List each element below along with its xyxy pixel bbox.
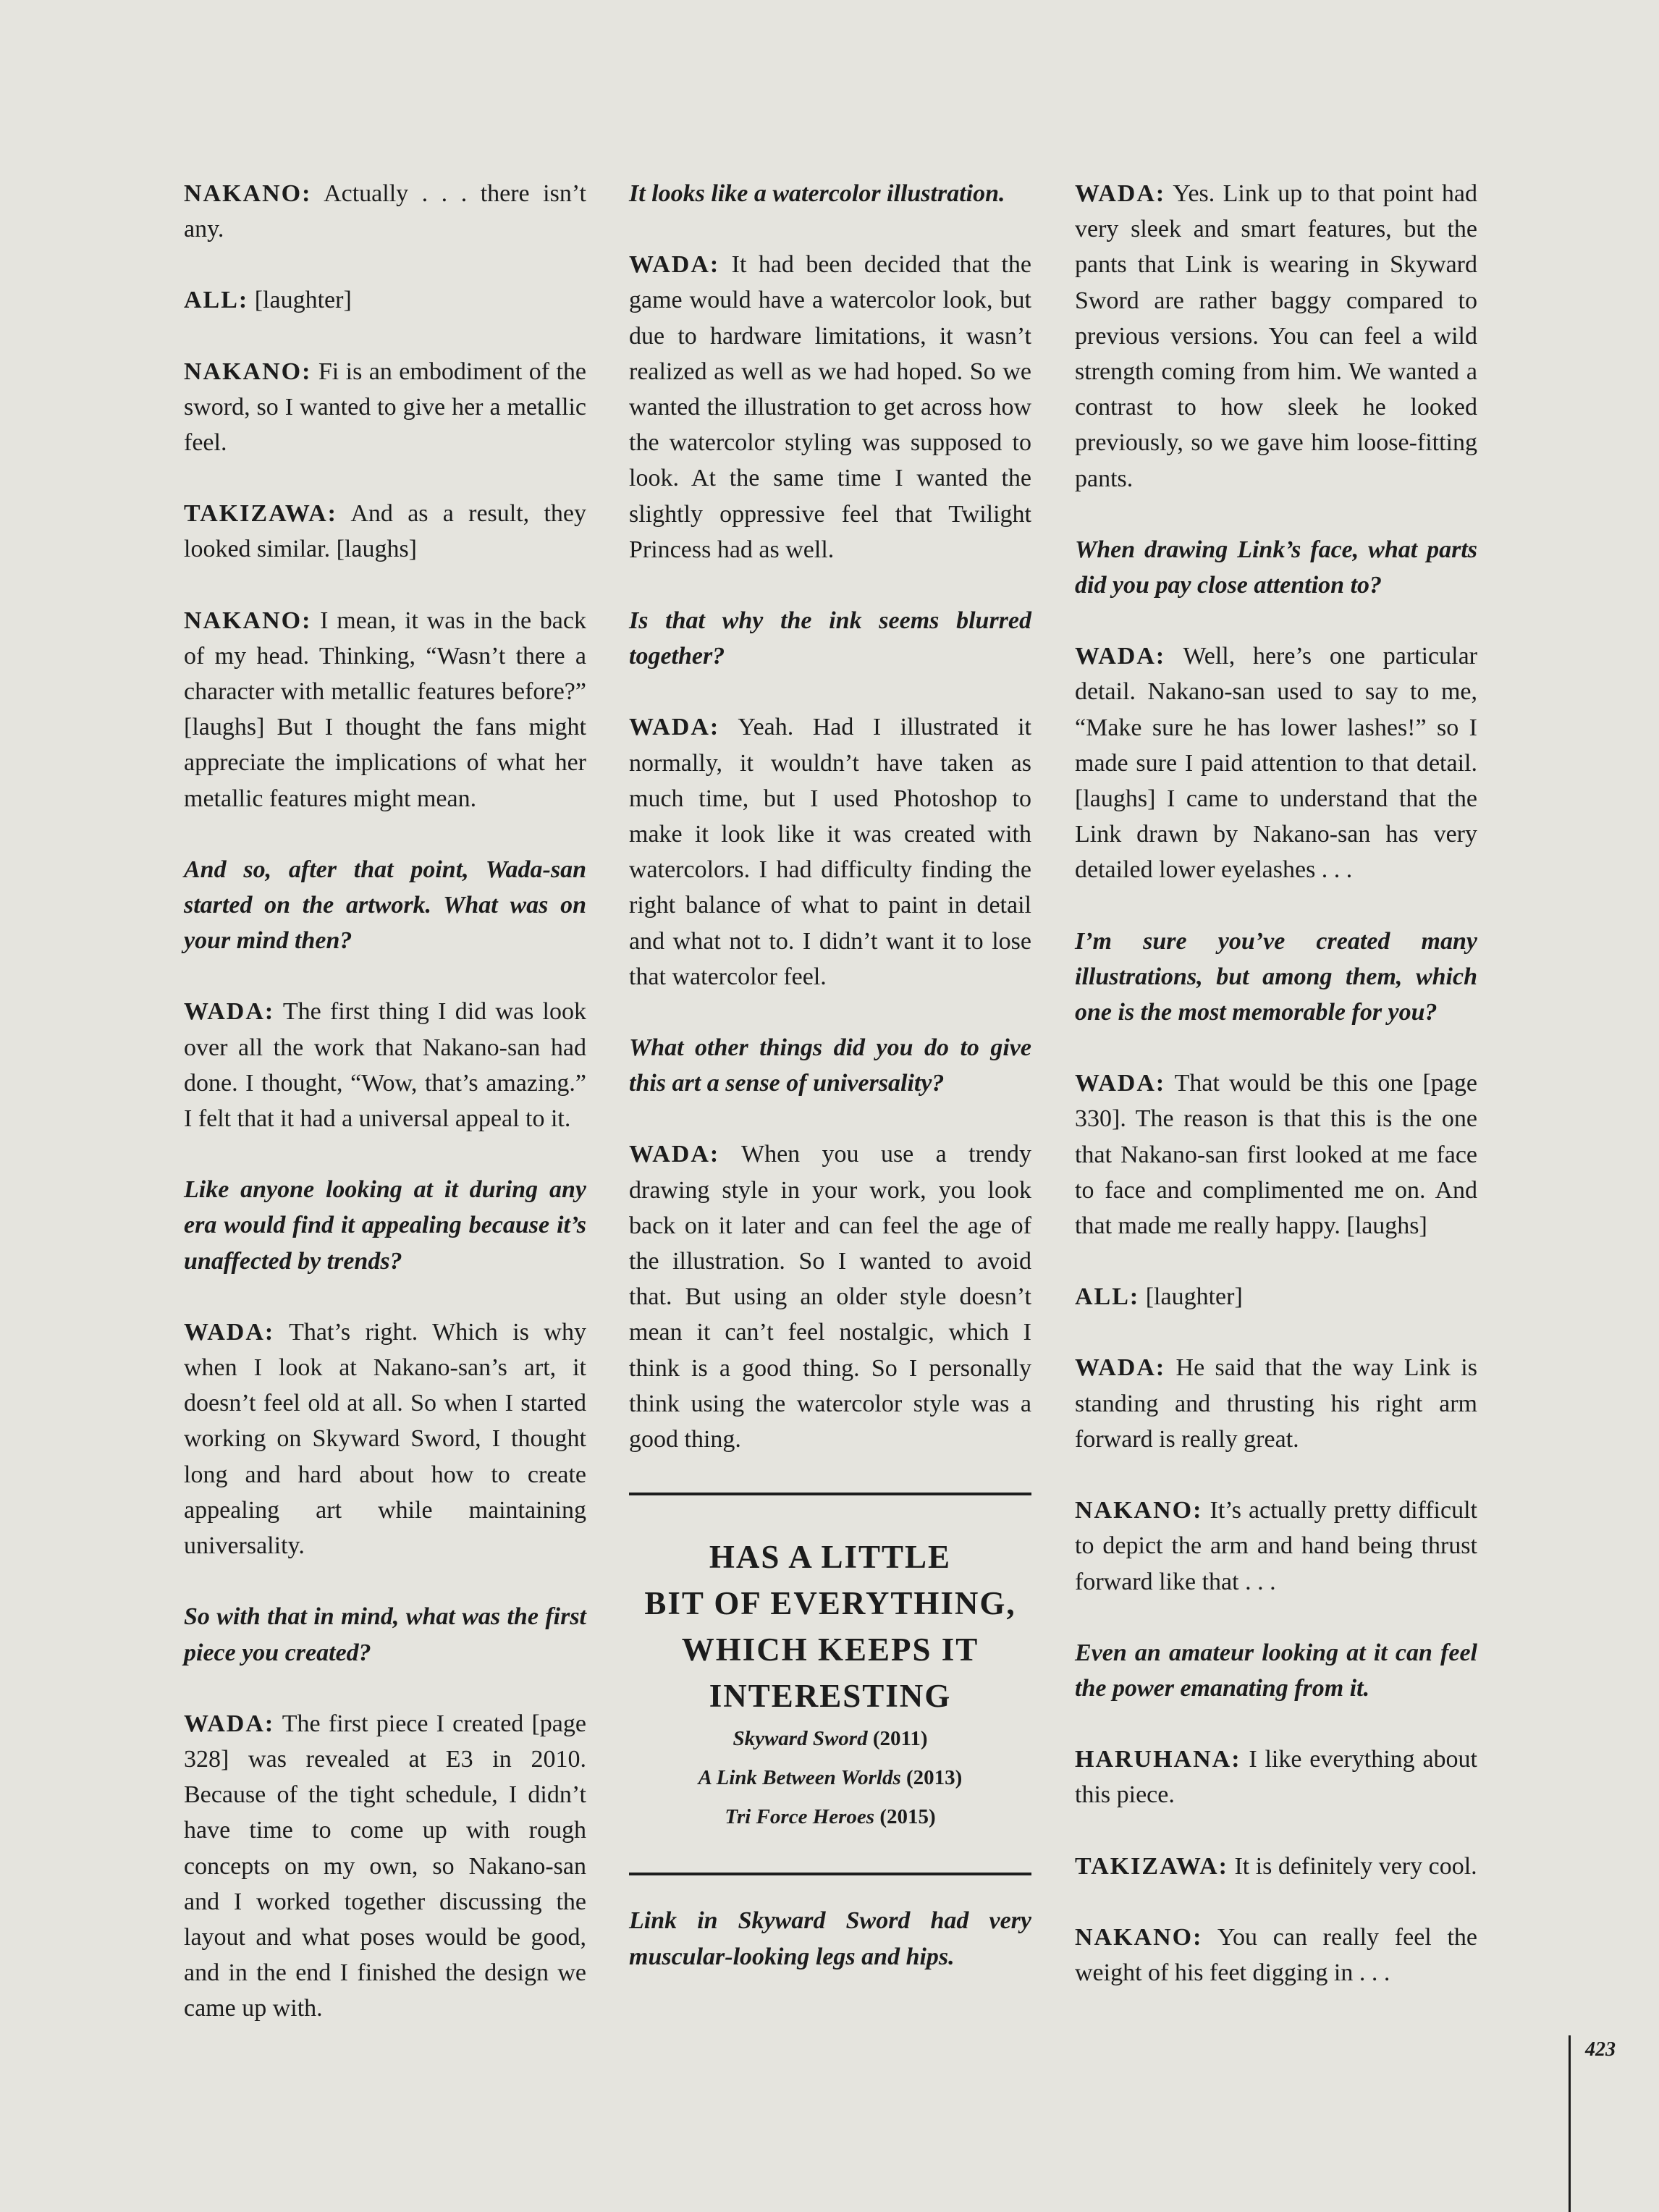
interview-answer — [184, 1314, 586, 1563]
page-number: 423 — [1585, 2038, 1616, 2061]
interview-question: Is that why the ink seems blurred together? — [629, 607, 1031, 670]
interview-answer — [1075, 1493, 1477, 1600]
speaker-name: WADA: — [1075, 1354, 1166, 1382]
answer-text: Well, here’s one particular detail. Nakano-san used to say to me, “Make sure he has lower lashes!” so I made sure I paid attention to that detail. [laughs] I came to understand that the Link drawn by Nakano-san has very detailed lower eyelashes . . . — [1075, 643, 1477, 884]
section-rule-bottom — [629, 1873, 1031, 1875]
speaker-name: HARUHANA: — [1075, 1746, 1241, 1773]
speaker-name: WADA: — [1075, 1070, 1166, 1097]
credit-title: Skyward Sword — [733, 1727, 868, 1751]
interview-answer — [1075, 1920, 1477, 1991]
answer-text: You can really feel the weight of his feet digging in . . . — [1075, 1923, 1477, 1986]
interview-answer — [1075, 176, 1477, 497]
interview-answer — [1075, 1742, 1477, 1812]
speaker-name: WADA: — [184, 998, 275, 1026]
interview-answer — [184, 496, 586, 567]
interview-answer — [1075, 638, 1477, 887]
answer-text: Actually . . . there isn’t any. — [184, 180, 586, 243]
headline-line: WHICH KEEPS IT — [681, 1631, 979, 1668]
speaker-name: WADA: — [629, 251, 720, 279]
speaker-name: NAKANO: — [1075, 1923, 1203, 1951]
answer-text: [laughter] — [1139, 1283, 1243, 1311]
answer-text: When you use a trendy drawing style in your work, you look back on it later and can feel the age of the illustration. So I wanted to avoid that. But using an older style doesn’t mean it can’t feel nostalgic, which I think is a good thing. So I personally think using the watercolor style was a good thing. — [629, 1141, 1031, 1453]
credit-year: (2011) — [867, 1727, 928, 1751]
answer-text: And as a result, they looked similar. [laughs] — [184, 500, 586, 563]
speaker-name: ALL: — [1075, 1283, 1140, 1311]
interview-question: What other things did you do to give this art a sense of universality? — [629, 1034, 1031, 1097]
answer-text: It had been decided that the game would have a watercolor look, but due to hardware limitations, it wasn’t realized as well as we had hoped. So we wanted the illustration to get across how the watercolor styling was supposed to look. At the same time I wanted the slightly oppressive feel that Twilight Princess had as well. — [629, 251, 1031, 563]
interview-question: And so, after that point, Wada-san started on the artwork. What was on your mind then? — [184, 856, 586, 955]
interview-answer — [184, 1706, 586, 2027]
answer-text: He said that the way Link is standing and thrusting his right arm forward is really great. — [1075, 1354, 1477, 1453]
credit-line — [629, 1797, 1031, 1836]
credit-year: (2013) — [900, 1766, 963, 1790]
speaker-name: NAKANO: — [1075, 1497, 1203, 1524]
page-number-bar — [1569, 2035, 1571, 2212]
answer-text: Yeah. Had I illustrated it normally, it wouldn’t have taken as much time, but I used Photoshop to make it look like it was created with watercolors. I had difficulty finding the right balance of what to paint in detail and what not to. I didn’t want it to lose that watercolor feel. — [629, 714, 1031, 990]
column-3 — [1075, 176, 1477, 2026]
answer-text: The first piece I created [page 328] was revealed at E3 in 2010. Because of the tight schedule, I didn’t have time to come up with rough concepts on my own, so Nakano-san and I worked together discussing the layout and what poses would be good, and in the end I finished the design we came up with. — [184, 1710, 586, 2022]
interview-answer — [1075, 1849, 1477, 1884]
answer-text: Yes. Link up to that point had very sleek and smart features, but the pants that Link is wearing in Skyward Sword are rather baggy compared to previous versions. You can feel a wild strength coming from him. We wanted a contrast to how sleek he looked previously, so we gave him loose-fitting pants. — [1075, 180, 1477, 492]
speaker-name: WADA: — [1075, 643, 1166, 670]
interview-question: It looks like a watercolor illustration. — [629, 180, 1005, 207]
game-credits — [629, 1719, 1031, 1836]
interview-answer — [184, 603, 586, 816]
speaker-name: WADA: — [629, 714, 720, 741]
speaker-name: NAKANO: — [184, 358, 312, 385]
interview-question: I’m sure you’ve created many illustrations, but among them, which one is the most memorable for you? — [1075, 927, 1477, 1026]
credit-title: Tri Force Heroes — [725, 1805, 875, 1829]
speaker-name: WADA: — [629, 1141, 720, 1168]
speaker-name: WADA: — [184, 1318, 275, 1346]
speaker-name: ALL: — [184, 287, 249, 314]
speaker-name: WADA: — [1075, 180, 1166, 207]
interview-answer — [184, 994, 586, 1136]
answer-text: It is definitely very cool. — [1228, 1852, 1477, 1880]
column-2-body — [629, 176, 1031, 1457]
interview-answer — [629, 1136, 1031, 1457]
answer-text: I like everything about this piece. — [1075, 1746, 1477, 1809]
credit-line — [629, 1719, 1031, 1758]
column-2 — [629, 176, 1031, 2010]
interview-answer — [629, 247, 1031, 567]
headline-line: HAS A LITTLE — [709, 1539, 952, 1576]
speaker-name: TAKIZAWA: — [184, 500, 337, 528]
interview-answer — [1075, 1279, 1477, 1314]
answer-text: That’s right. Which is why when I look at Nakano-san’s art, it doesn’t feel old at all. So when I started working on Skyward Sword, I thought long and hard about how to create appealing art while maintaining universality. — [184, 1318, 586, 1560]
answer-text: I mean, it was in the back of my head. Thinking, “Wasn’t there a character with metallic features before?” [laughs] But I thought the fans might appreciate the implications of what her metallic features might mean. — [184, 607, 586, 812]
headline-line: BIT OF EVERYTHING, — [644, 1585, 1016, 1622]
interview-answer — [1075, 1350, 1477, 1457]
interview-question: Like anyone looking at it during any era would find it appealing because it’s unaffected by trends? — [184, 1176, 586, 1275]
answer-text: [laughter] — [248, 287, 352, 314]
answer-text: Fi is an embodiment of the sword, so I wanted to give her a metallic feel. — [184, 358, 586, 457]
answer-text: That would be this one [page 330]. The reason is that this is the one that Nakano-san first looked at me face to face and complimented me on. And that made me really happy. [laughs] — [1075, 1070, 1477, 1240]
speaker-name: NAKANO: — [184, 180, 312, 207]
interview-answer — [184, 282, 586, 318]
speaker-name: NAKANO: — [184, 607, 312, 634]
section-rule-top — [629, 1493, 1031, 1495]
interview-answer — [629, 709, 1031, 995]
interview-answer — [184, 354, 586, 461]
answer-text: It’s actually pretty difficult to depict the arm and hand being thrust forward like that . . . — [1075, 1497, 1477, 1595]
interview-question: Link in Skyward Sword had very muscular-looking legs and hips. — [629, 1907, 1031, 1970]
interview-answer — [184, 176, 586, 247]
answer-text: The first thing I did was look over all the work that Nakano-san had done. I thought, “Wow, that’s amazing.” I felt that it had a universal appeal to it. — [184, 998, 586, 1133]
interview-question: Even an amateur looking at it can feel the power emanating from it. — [1075, 1639, 1477, 1702]
section-headline — [629, 1534, 1031, 1719]
interview-question: When drawing Link’s face, what parts did you pay close attention to? — [1075, 536, 1477, 599]
speaker-name: TAKIZAWA: — [1075, 1852, 1228, 1880]
headline-line: INTERESTING — [709, 1678, 952, 1715]
credit-year: (2015) — [874, 1805, 936, 1829]
column-1 — [184, 176, 586, 2062]
credit-line — [629, 1758, 1031, 1797]
credit-title: A Link Between Worlds — [698, 1766, 901, 1790]
interview-question: So with that in mind, what was the first piece you created? — [184, 1603, 586, 1666]
speaker-name: WADA: — [184, 1710, 275, 1737]
interview-answer — [1075, 1065, 1477, 1244]
